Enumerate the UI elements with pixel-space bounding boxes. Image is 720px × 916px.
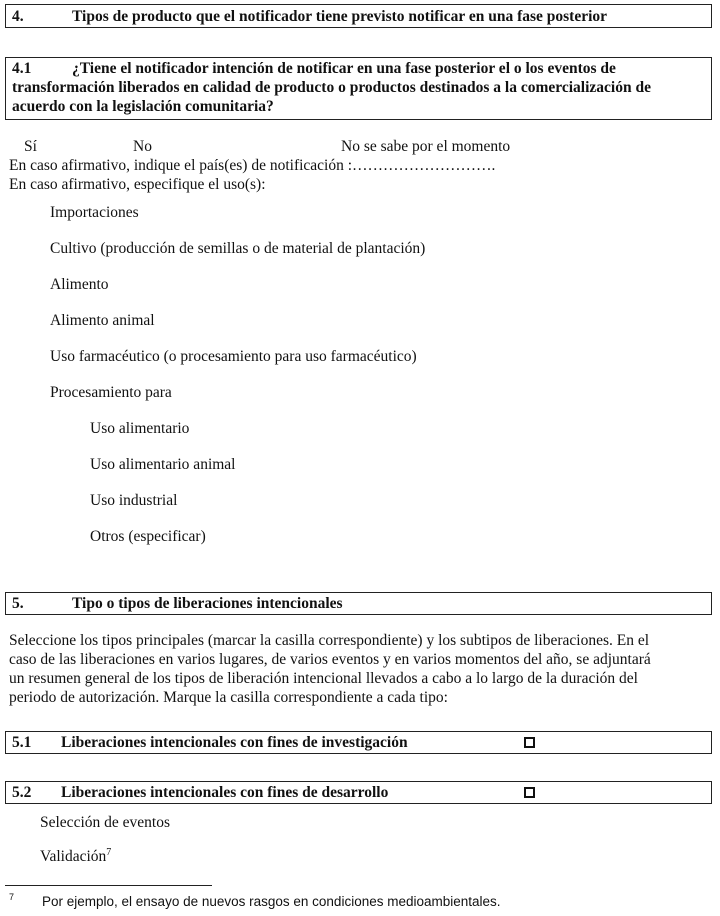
section-5-1-header — [5, 731, 712, 754]
section-4-number: 4. — [12, 8, 24, 25]
section-5-text-line: Seleccione los tipos principales (marcar la casilla correspondiente) y los subtipos de liberaciones. En el — [9, 632, 650, 649]
section-4-1-number: 4.1 — [12, 60, 32, 77]
section-5-number: 5. — [12, 595, 24, 612]
use-item: Procesamiento para — [50, 384, 172, 401]
section-4-1-line-3: acuerdo con la legislación comunitaria? — [12, 98, 274, 115]
section-5-header — [5, 592, 712, 615]
research-release-checkbox[interactable] — [524, 737, 535, 748]
section-5-1-number: 5.1 — [12, 734, 32, 751]
use-item: Alimento animal — [50, 312, 155, 329]
section-4-1-line-2: transformación liberados en calidad de producto o productos destinados a la comercialización de — [12, 79, 651, 96]
processing-use-item: Uso alimentario animal — [90, 456, 236, 473]
section-5-2-header — [5, 781, 712, 804]
country-line: En caso afirmativo, indique el país(es) de notificación :………………………. — [9, 157, 496, 174]
option-unknown: No se sabe por el momento — [341, 138, 511, 155]
footnote-separator — [5, 885, 212, 886]
option-no: No — [133, 138, 152, 155]
footnote-marker: 7 — [9, 892, 15, 902]
section-5-2-number: 5.2 — [12, 784, 32, 801]
use-item: Uso farmacéutico (o procesamiento para uso farmacéutico) — [50, 348, 417, 365]
section-5-text-line: un resumen general de los tipos de liberación intencional llevados a cabo a lo largo de la duración del — [9, 670, 638, 687]
section-5-1-title: Liberaciones intencionales con fines de investigación — [61, 734, 408, 751]
footnote-text: Por ejemplo, el ensayo de nuevos rasgos en condiciones medioambientales. — [42, 894, 501, 909]
section-5-text-line: periodo de autorización. Marque la casilla correspondiente a cada tipo: — [9, 689, 448, 706]
section-4-1-line-1: ¿Tiene el notificador intención de notificar en una fase posterior el o los eventos de — [72, 60, 616, 77]
use-item: Importaciones — [50, 204, 139, 221]
validation-label: Validación — [40, 848, 107, 866]
section-4-title: Tipos de producto que el notificador tiene previsto notificar en una fase posterior — [72, 8, 608, 25]
development-release-checkbox[interactable] — [524, 787, 535, 798]
processing-use-item: Otros (especificar) — [90, 528, 206, 545]
use-item: Alimento — [50, 276, 109, 293]
processing-use-item: Uso alimentario — [90, 420, 190, 437]
section-4-1-header — [5, 57, 712, 120]
section-5-title: Tipo o tipos de liberaciones intencionales — [72, 595, 343, 612]
section-4-header — [5, 4, 712, 28]
section-5-2-title: Liberaciones intencionales con fines de desarrollo — [61, 784, 389, 801]
event-selection-item: Selección de eventos — [40, 814, 170, 831]
validation-item — [40, 847, 111, 866]
footnote-reference: 7 — [106, 847, 112, 858]
processing-use-item: Uso industrial — [90, 492, 178, 509]
use-item: Cultivo (producción de semillas o de material de plantación) — [50, 240, 426, 257]
uses-line: En caso afirmativo, especifique el uso(s): — [9, 176, 266, 193]
option-yes: Sí — [24, 138, 37, 155]
section-5-text-line: caso de las liberaciones en varios lugares, de varios eventos y en varios momentos del año, se adjuntará — [9, 651, 651, 668]
